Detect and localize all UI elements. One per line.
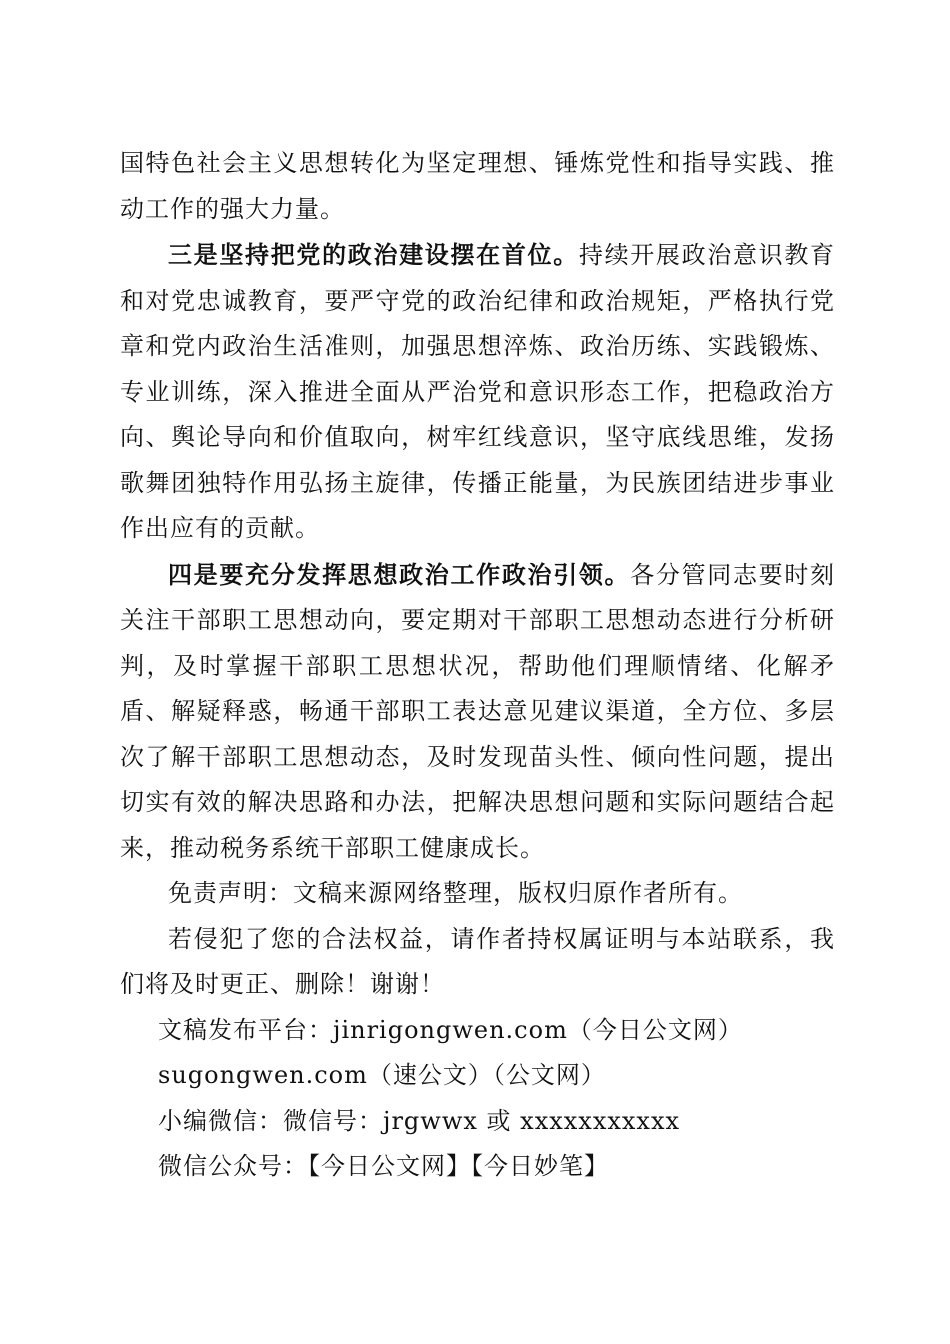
official-account-line (120, 1144, 835, 1190)
paragraph-text: 各分管同志要时刻关注干部职工思想动向，要定期对干部职工思想动态进行分析研判，及时掌握干部职工思想状况，帮助他们理顺情绪、化解矛盾、解疑释惑，畅通干部职工表达意见建议渠道，全方位、多层次了解干部职工思想动态，及时发现苗头性、倾向性问题，提出切实有效的解决思路和办法，把解决思想问题和实际问题结合起来，推动税务系统干部职工健康成长。 (120, 560, 836, 862)
wechat-text: 小编微信：微信号：jrgwwx 或 xxxxxxxxxxx (158, 1106, 681, 1135)
disclaimer-text: 若侵犯了您的合法权益，请作者持权属证明与本站联系，我们将及时更正、删除！谢谢！ (120, 924, 835, 998)
sites-line (120, 1053, 835, 1099)
platform-text: 文稿发布平台：jinrigongwen.com（今日公文网） (158, 1015, 743, 1044)
disclaimer-line-1 (120, 871, 835, 917)
paragraph-item-three (120, 232, 835, 552)
paragraph-lead: 三是坚持把党的政治建设摆在首位。 (168, 240, 579, 269)
sites-text: sugongwen.com（速公文）（公文网） (158, 1061, 606, 1089)
platform-line (120, 1008, 835, 1054)
paragraph-item-four (120, 552, 835, 872)
official-account-text: 微信公众号：【今日公文网】【今日妙笔】 (158, 1152, 609, 1180)
wechat-line (120, 1099, 835, 1145)
disclaimer-line-2 (120, 917, 835, 1008)
paragraph-lead: 四是要充分发挥思想政治工作政治引领。 (168, 559, 631, 589)
disclaimer-text: 免责声明：文稿来源网络整理，版权归原作者所有。 (168, 879, 743, 907)
document-page (120, 141, 835, 1190)
paragraph-text: 持续开展政治意识教育和对党忠诚教育，要严守党的政治纪律和政治规矩，严格执行党章和党内政治生活准则，加强思想淬炼、政治历练、实践锻炼、专业训练，深入推进全面从严治党和意识形态工作，把稳政治方向、舆论导向和价值取向，树牢红线意识，坚守底线思维，发扬歌舞团独特作用弘扬主旋律，传播正能量，为民族团结进步事业作出应有的贡献。 (120, 241, 836, 542)
paragraph-continuation (120, 141, 835, 232)
paragraph-text: 国特色社会主义思想转化为坚定理想、锤炼党性和指导实践、推动工作的强大力量。 (120, 149, 835, 223)
